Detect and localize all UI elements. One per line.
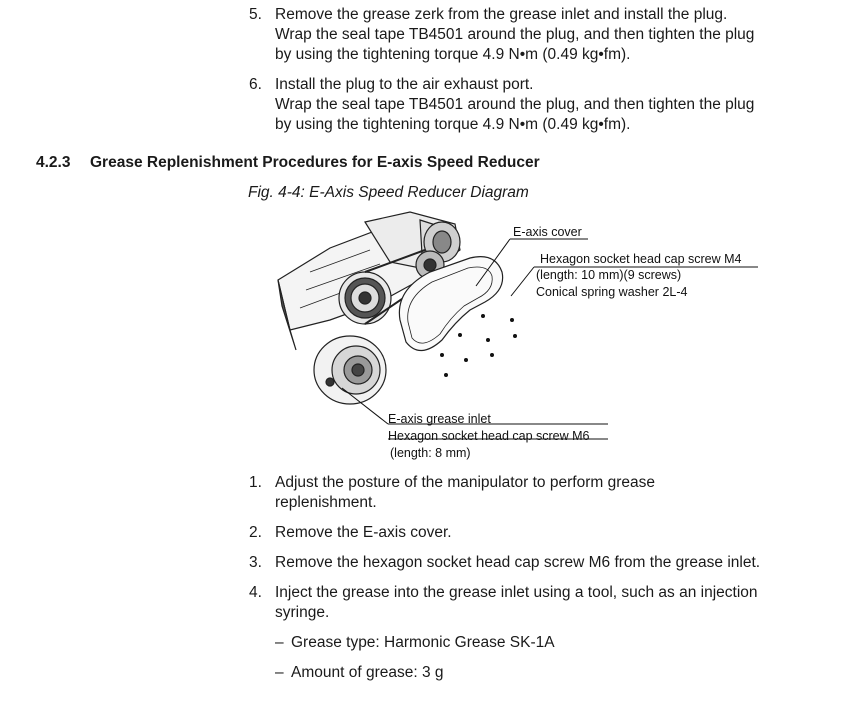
step-number: 3. (249, 554, 262, 571)
step-text: Remove the E-axis cover. (275, 524, 452, 541)
step-number: 5. (249, 6, 262, 23)
label-m4-line1: Hexagon socket head cap screw M4 (540, 252, 742, 266)
sub-item-grease-type (275, 633, 555, 653)
e-axis-reducer-diagram (270, 210, 770, 470)
step-text: Wrap the seal tape TB4501 around the plug, and then tighten the plug (275, 96, 755, 113)
label-m4-line2: (length: 10 mm)(9 screws) (536, 268, 682, 282)
step-text: Inject the grease into the grease inlet using a tool, such as an injection (275, 584, 758, 601)
step-text: Remove the hexagon socket head cap screw M6 from the grease inlet. (275, 554, 761, 571)
dash-marker: – (275, 664, 284, 681)
section-number: 4.2.3 (36, 154, 71, 171)
step-text: Adjust the posture of the manipulator to perform grease (275, 474, 655, 491)
step-number: 6. (249, 76, 262, 93)
step-text: Wrap the seal tape TB4501 around the plug, and then tighten the plug (275, 26, 755, 43)
label-cover: E-axis cover (513, 225, 582, 239)
label-inlet-line2: Hexagon socket head cap screw M6 (388, 429, 590, 443)
section-heading (36, 154, 540, 172)
label-inlet-line3: (length: 8 mm) (390, 446, 471, 460)
step-number: 1. (249, 474, 262, 491)
step-number: 2. (249, 524, 262, 541)
section-title: Grease Replenishment Procedures for E-axis Speed Reducer (90, 154, 540, 171)
step-text: Install the plug to the air exhaust port. (275, 76, 534, 93)
step-number: 4. (249, 584, 262, 601)
step-text: syringe. (275, 604, 330, 621)
step-text: Remove the grease zerk from the grease inlet and install the plug. (275, 6, 728, 23)
dash-marker: – (275, 634, 284, 651)
step-text: by using the tightening torque 4.9 N•m (0.49 kg•fm). (275, 116, 631, 133)
sub-item-text: Grease type: Harmonic Grease SK-1A (291, 634, 555, 651)
sub-item-text: Amount of grease: 3 g (291, 664, 444, 681)
figure-caption: Fig. 4-4: E-Axis Speed Reducer Diagram (248, 184, 529, 201)
step-text: by using the tightening torque 4.9 N•m (0.49 kg•fm). (275, 46, 631, 63)
sub-item-grease-amount (275, 663, 444, 683)
label-inlet-line1: E-axis grease inlet (388, 412, 491, 426)
step-text: replenishment. (275, 494, 377, 511)
label-m4-line3: Conical spring washer 2L-4 (536, 285, 688, 299)
